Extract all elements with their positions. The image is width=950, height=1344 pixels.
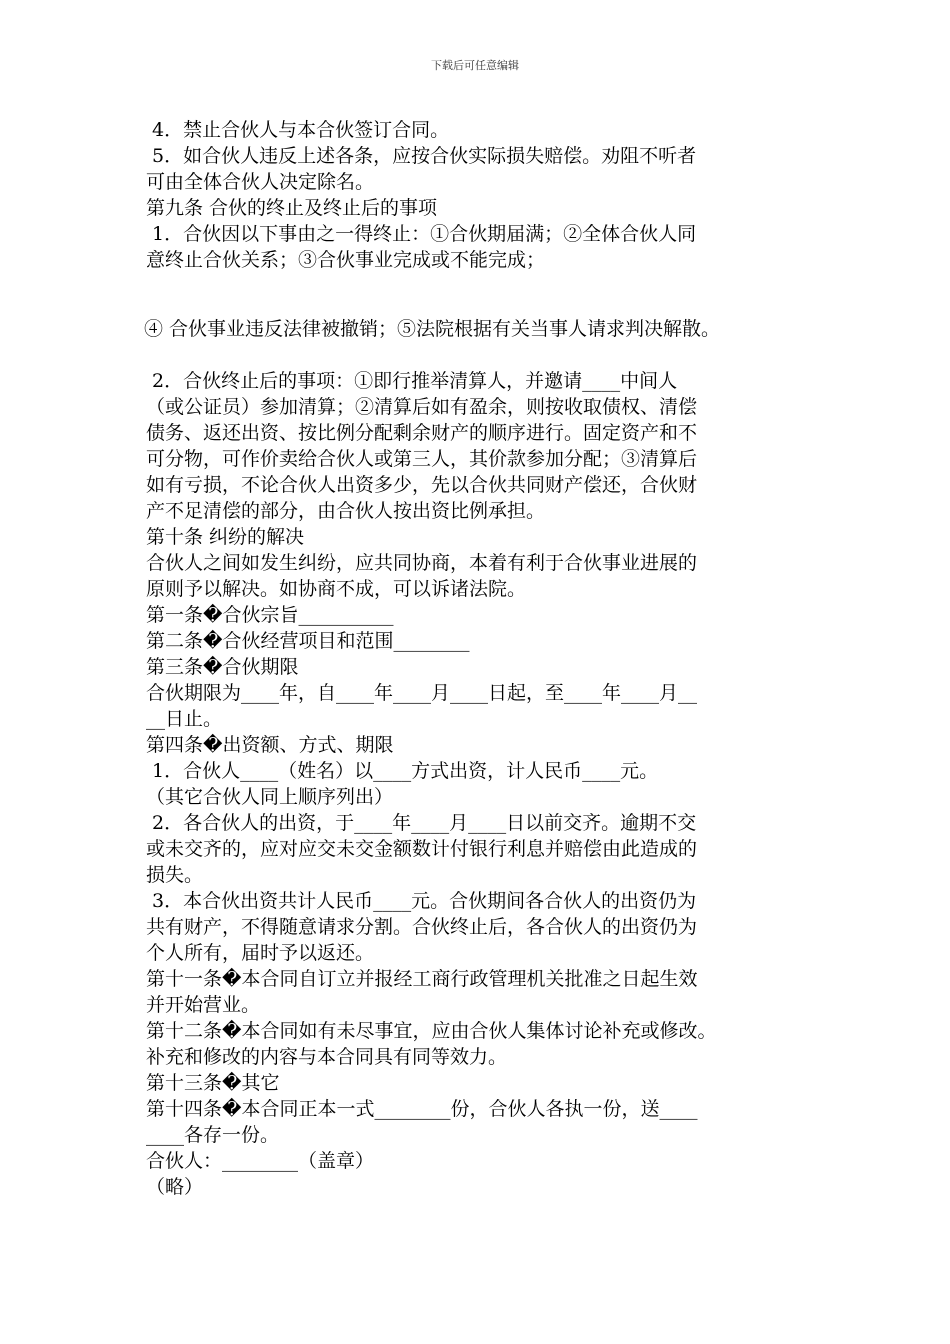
text-line: 共有财产，不得随意请求分割。合伙终止后，各合伙人的出资仍为: [146, 916, 698, 938]
text-line: 第十二条�本合同如有未尽事宜，应由合伙人集体讨论补充或修改。: [146, 1020, 717, 1042]
text-line: 个人所有，届时予以返还。: [146, 942, 375, 964]
text-line: （其它合伙人同上顺序列出）: [146, 786, 394, 808]
text-line: 补充和修改的内容与本合同具有同等效力。: [146, 1046, 508, 1068]
text-line: 合伙期限为____年，自____年____月____日起，至____年____月__: [146, 682, 698, 704]
text-line: 第十一条�本合同自订立并报经工商行政管理机关批准之日起生效: [146, 968, 698, 990]
text-block-3: [146, 368, 816, 1200]
text-line: 意终止合伙关系；③合伙事业完成或不能完成；: [146, 249, 546, 271]
text-line: 1．合伙因以下事由之一得终止：①合伙期届满；②全体合伙人同: [146, 223, 697, 245]
text-line: 第三条�合伙期限: [146, 656, 299, 678]
text-line: （略）: [146, 1176, 204, 1198]
text-line: 可分物，可作价卖给合伙人或第三人，其价款参加分配；③清算后: [146, 448, 698, 470]
text-line: 可由全体合伙人决定除名。: [146, 171, 375, 193]
text-line: 第二条�合伙经营项目和范围________: [146, 630, 470, 652]
text-line: ④ 合伙事业违反法律被撤销；⑤法院根据有关当事人请求判决解散。: [144, 318, 721, 340]
text-block-1: [146, 117, 816, 273]
text-line: 第四条�出资额、方式、期限: [146, 734, 394, 756]
text-line: 1．合伙人____（姓名）以____方式出资，计人民币____元。: [146, 760, 659, 782]
text-line: 第十四条�本合同正本一式________份，合伙人各执一份，送____: [146, 1098, 698, 1120]
text-line: 2．各合伙人的出资，于____年____月____日以前交齐。逾期不交: [146, 812, 697, 834]
text-line: ____各存一份。: [146, 1124, 280, 1146]
text-line: 3．本合伙出资共计人民币____元。合伙期间各合伙人的出资仍为: [146, 890, 697, 912]
text-line: 或未交齐的，应对应交未交金额数计付银行利息并赔偿由此造成的: [146, 838, 698, 860]
page-header: 下载后可任意编辑: [431, 59, 519, 72]
text-line: 如有亏损，不论合伙人出资多少，先以合伙共同财产偿还，合伙财: [146, 474, 698, 496]
text-line: 4．禁止合伙人与本合伙签订合同。: [146, 119, 450, 141]
text-line: （或公证员）参加清算；②清算后如有盈余，则按收取债权、清偿: [146, 396, 698, 418]
text-line: 合伙人之间如发生纠纷，应共同协商，本着有利于合伙事业进展的: [146, 552, 698, 574]
text-line: 第一条�合伙宗旨__________: [146, 604, 394, 626]
text-line: __日止。: [146, 708, 223, 730]
text-line: 第十条 纠纷的解决: [146, 526, 305, 548]
text-line: 损失。: [146, 864, 204, 886]
text-line: 第九条 合伙的终止及终止后的事项: [146, 197, 438, 219]
text-line: 原则予以解决。如协商不成，可以诉诸法院。: [146, 578, 527, 600]
text-line: 并开始营业。: [146, 994, 261, 1016]
text-block-2: [144, 316, 834, 342]
text-line: 产不足清偿的部分，由合伙人按出资比例承担。: [146, 500, 546, 522]
text-line: 债务、返还出资、按比例分配剩余财产的顺序进行。固定资产和不: [146, 422, 698, 444]
text-line: 第十三条�其它: [146, 1072, 280, 1094]
text-line: 2．合伙终止后的事项：①即行推举清算人，并邀请____中间人: [146, 370, 678, 392]
text-line: 合伙人：________（盖章）: [146, 1150, 375, 1172]
text-line: 5．如合伙人违反上述各条，应按合伙实际损失赔偿。劝阻不听者: [146, 145, 697, 167]
